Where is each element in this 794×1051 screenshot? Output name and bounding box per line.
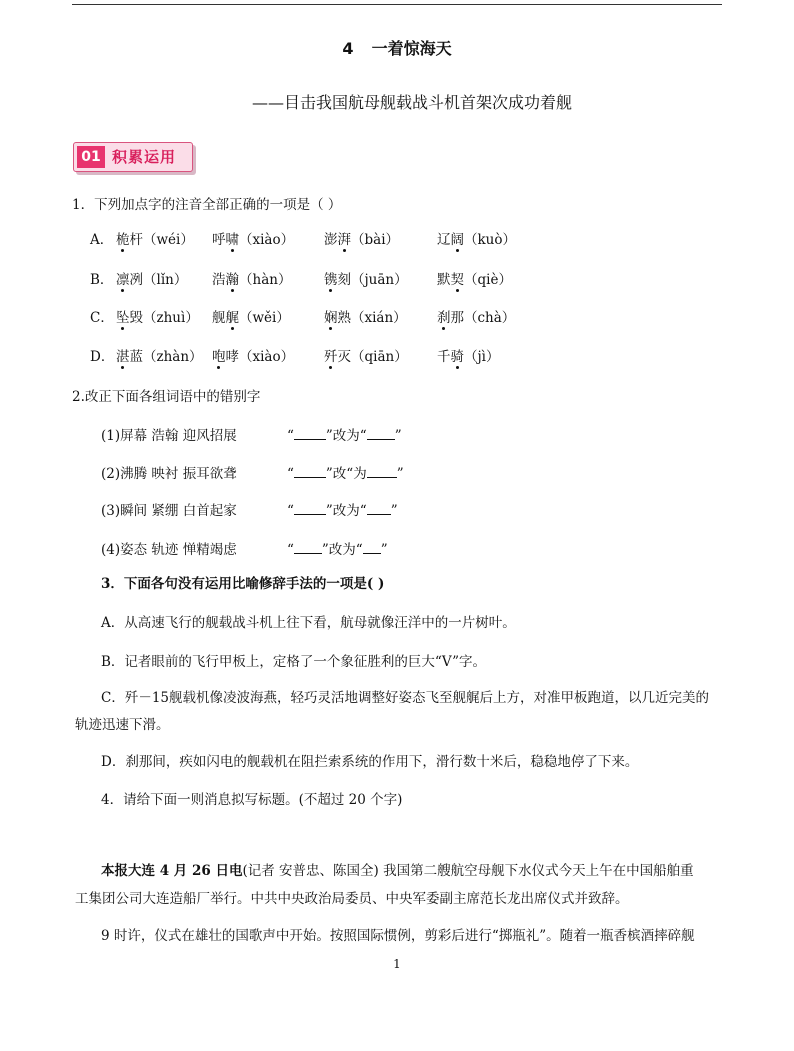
q2-open-quote: “ (287, 542, 294, 558)
q1-item-post: 毁（zhuì） (129, 310, 199, 326)
q1-option-item (212, 268, 291, 288)
lesson-number: 4 (342, 39, 354, 58)
q1-item-post: （kuò） (464, 232, 517, 248)
q3-stem (101, 572, 384, 592)
q1-item-dotted-char: 湛 (116, 345, 130, 365)
q2-row-words: (3)瞬间 紧绷 白首起家 (101, 503, 237, 519)
q1-item-post: 那（chà） (450, 310, 516, 326)
section-badge (73, 142, 193, 172)
q1-item-post: （qiè） (464, 272, 512, 288)
q1-item-dotted-char: 契 (451, 268, 465, 288)
news-line-1 (101, 859, 694, 879)
q1-item-post: 蓝（zhàn） (129, 349, 203, 365)
q1-option-item (116, 345, 203, 365)
q2-open-quote: “ (287, 428, 294, 444)
q1-item-dotted-char: 凛 (116, 268, 130, 288)
q1-stem: 1．下列加点字的注音全部正确的一项是（ ） (72, 197, 342, 213)
q1-option-item (437, 345, 500, 365)
q1-item-dotted-char: 镌 (324, 268, 338, 288)
q1-option-item (324, 306, 407, 326)
q3-stem-text: 3．下面各句没有运用比喻修辞手法的一项是( ) (101, 576, 385, 592)
section-number: 01 (77, 146, 105, 168)
q1-item-dotted-char: 骑 (451, 345, 465, 365)
q1-item-pre: 澎 (324, 232, 338, 248)
q2-blank-correct[interactable] (367, 502, 391, 515)
q2-blank-wrong[interactable] (294, 427, 326, 440)
q1-item-dotted-char: 刹 (437, 306, 451, 326)
q2-close-quote: ” (396, 466, 404, 482)
q1-item-post: 熟（xián） (337, 310, 407, 326)
q1-item-dotted-char: 歼 (324, 345, 338, 365)
q1-item-post: 冽（lǐn） (129, 272, 188, 288)
news-line-2: 工集团公司大连造船厂举行。中共中央政治局委员、中央军委副主席范长龙出席仪式并致辞。 (75, 891, 629, 907)
q1-item-post: 杆（wéi） (129, 232, 194, 248)
q1-item-post: 刻（juān） (337, 272, 408, 288)
q2-row-answer (287, 462, 404, 482)
q1-item-post: （jì） (464, 349, 500, 365)
lesson-subtitle: ——目击我国航母舰载战斗机首架次成功着舰 (252, 93, 573, 112)
page-number: 1 (393, 957, 401, 971)
q1-option-item (212, 228, 294, 248)
q3-option-c-line1: C．歼－15舰载机像凌波海燕，轻巧灵活地调整好姿态飞至舰艉后上方，对准甲板跑道，以几近完美的 (101, 690, 710, 706)
q1-item-pre: 浩 (212, 272, 226, 288)
q2-row-words: (2)沸腾 映衬 振耳欲聋 (101, 466, 237, 482)
lesson-title-text: 一着惊海天 (371, 39, 452, 58)
q2-mid-text: ”改为“ (325, 428, 367, 444)
q1-item-pre: 辽 (437, 232, 451, 248)
q1-option-item (437, 228, 516, 248)
q2-row-answer (287, 424, 402, 444)
news-lead-rest: (记者 安普忠、陈国全) 我国第二艘航空母舰下水仪式今天上午在中国船舶重 (242, 863, 694, 879)
q1-item-dotted-char: 阔 (451, 228, 465, 248)
q1-item-dotted-char: 啸 (226, 228, 240, 248)
q1-item-post: （xiào） (239, 232, 295, 248)
q1-item-dotted-char: 娴 (324, 306, 338, 326)
q1-item-post: （hàn） (239, 272, 292, 288)
q1-option-label: A． (90, 232, 114, 248)
section-label: 积累运用 (112, 148, 177, 166)
q3-option-a: A．从高速飞行的舰载战斗机上往下看，航母就像汪洋中的一片树叶。 (101, 615, 516, 631)
q2-blank-correct[interactable] (367, 465, 397, 478)
q1-item-pre: 千 (437, 349, 451, 365)
q2-row-answer (287, 499, 398, 519)
news-line-3: 9 时许，仪式在雄壮的国歌声中开始。按照国际惯例，剪彩后进行“掷瓶礼”。随着一瓶香槟酒摔碎舰 (101, 928, 695, 944)
q2-blank-correct[interactable] (363, 541, 381, 554)
q1-option-item (437, 268, 512, 288)
lesson-title (0, 36, 794, 59)
q2-close-quote: ” (394, 428, 402, 444)
q1-item-dotted-char: 艉 (226, 306, 240, 326)
q1-option-label: B． (90, 272, 114, 288)
q1-item-pre: 舰 (212, 310, 226, 326)
q2-mid-text: ”改为“ (321, 542, 363, 558)
q2-close-quote: ” (390, 503, 398, 519)
q1-item-post: （bài） (351, 232, 400, 248)
q1-option-item (212, 306, 290, 326)
q3-option-c-line2: 轨迹迅速下滑。 (75, 717, 170, 733)
q1-item-dotted-char: 湃 (338, 228, 352, 248)
q2-blank-wrong[interactable] (294, 541, 322, 554)
q1-item-post: （wěi） (239, 310, 290, 326)
q4-stem: 4．请给下面一则消息拟写标题。(不超过 20 个字) (101, 792, 403, 808)
q2-blank-correct[interactable] (367, 427, 395, 440)
q2-stem: 2.改正下面各组词语中的错别字 (72, 389, 261, 405)
q1-option-item (116, 228, 194, 248)
q2-mid-text: ”改“为 (325, 466, 367, 482)
q2-mid-text: ”改为“ (325, 503, 367, 519)
q2-row-words: (1)屏幕 浩翰 迎风招展 (101, 428, 237, 444)
q2-row-words: (4)姿态 轨迹 惮精竭虑 (101, 542, 237, 558)
q1-item-pre: 默 (437, 272, 451, 288)
q1-option-label: C． (90, 310, 114, 326)
q1-item-dotted-char: 咆 (212, 345, 226, 365)
q1-option-item (324, 268, 408, 288)
q2-open-quote: “ (287, 503, 294, 519)
q1-item-post: 哮（xiào） (225, 349, 295, 365)
q1-item-dotted-char: 坠 (116, 306, 130, 326)
q2-blank-wrong[interactable] (294, 502, 326, 515)
q1-item-dotted-char: 桅 (116, 228, 130, 248)
q3-option-b: B．记者眼前的飞行甲板上，定格了一个象征胜利的巨大“V”字。 (101, 654, 486, 670)
q3-option-d: D．刹那间，疾如闪电的舰载机在阻拦索系统的作用下，滑行数十米后，稳稳地停了下来。 (101, 754, 639, 770)
q1-item-pre: 呼 (212, 232, 226, 248)
news-lead-bold: 本报大连 4 月 26 日电 (101, 863, 243, 879)
q1-option-item (212, 345, 294, 365)
q2-blank-wrong[interactable] (294, 465, 326, 478)
q1-option-item (324, 345, 408, 365)
q1-option-item (116, 306, 199, 326)
q1-option-item (437, 306, 515, 326)
q1-option-label: D． (90, 349, 115, 365)
q1-option-item (116, 268, 187, 288)
q1-option-item (324, 228, 399, 248)
q2-open-quote: “ (287, 466, 294, 482)
q2-row-answer (287, 538, 388, 558)
q2-close-quote: ” (380, 542, 388, 558)
q1-item-post: 灭（qiān） (337, 349, 408, 365)
q1-item-dotted-char: 瀚 (226, 268, 240, 288)
top-rule (72, 4, 722, 5)
